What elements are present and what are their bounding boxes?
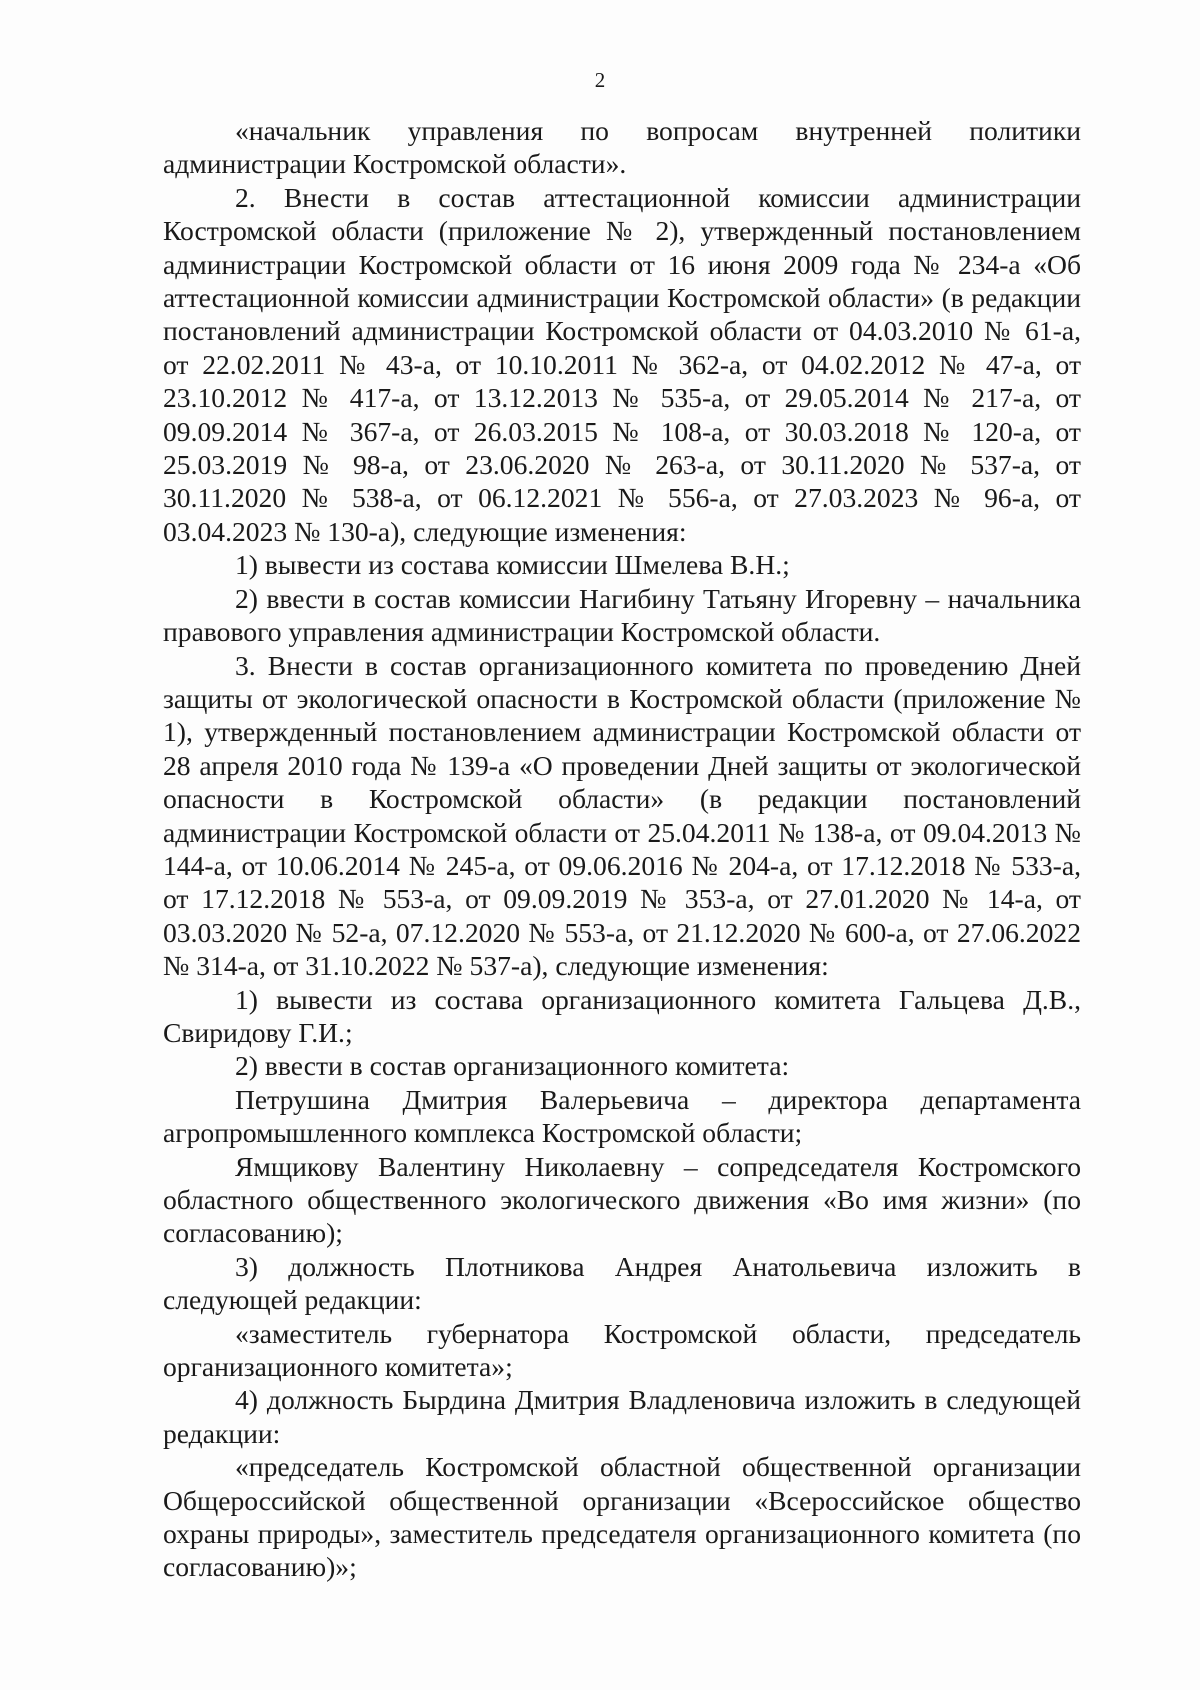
paragraph-item-2-attestation-commission: 2. Внести в состав аттестационной комиссии администрации Костромской области (приложение № 2), утвержденный постановлением администрации Костромской области от 16 июня 2009 года № 234-а «Об аттестационной комиссии администрации Костромской области» (в редакции постановлений администрации Костромской области от 04.03.2010 № 61-а, от 22.02.2011 № 43-а, от 10.10.2011 № 362-а, от 04.02.2012 № 47-а, от 23.10.2012 № 417-а, от 13.12.2013 № 535-а, от 29.05.2014 № 217-а, от 09.09.2014 № 367-а, от 26.03.2015 № 108-а, от 30.03.2018 № 120-а, от 25.03.2019 № 98-а, от 23.06.2020 № 263-а, от 30.11.2020 № 537-а, от 30.11.2020 № 538-а, от 06.12.2021 № 556-а, от 27.03.2023 № 96-а, от 03.04.2023 № 130-а), следующие изменения: [163,181,1081,547]
paragraph-item-3-subitem-4: 4) должность Бырдина Дмитрия Владленовича изложить в следующей редакции: [163,1384,1081,1449]
document-body [163,114,1081,1584]
paragraph-item-3-subitem-3: 3) должность Плотникова Андрея Анатольевича изложить в следующей редакции: [163,1250,1081,1316]
paragraph-item-2-subitem-2: 2) ввести в состав комиссии Нагибину Татьяну Игоревну – начальника правового управления администрации Костромской области. [163,582,1081,648]
paragraph-item-3-subitem-2: 2) ввести в состав организационного комитета: [235,1050,790,1082]
paragraph-item-3-organizing-committee: 3. Внести в состав организационного комитета по проведению Дней защиты от экологической опасности в Костромской области (приложение № 1), утвержденный постановлением администрации Костромской области от 28 апреля 2010 года № 139-а «О проведении Дней защиты от экологической опасности в Костромской области» (в редакции постановлений администрации Костромской области от 25.04.2011 № 138-а, от 09.04.2013 № 144-а, от 10.06.2014 № 245-а, от 09.06.2016 № 204-а, от 17.12.2018 № 533-а, от 17.12.2018 № 553-а, от 09.09.2019 № 353-а, от 27.01.2020 № 14-а, от 03.03.2020 № 52-а, 07.12.2020 № 553-а, от 21.12.2020 № 600-а, от 27.06.2022 № 314-а, от 31.10.2022 № 537-а), следующие изменения: [163,649,1081,982]
paragraph-item-3-subitem-1: 1) вывести из состава организационного комитета Гальцева Д.В., Свиридову Г.И.; [163,983,1081,1048]
paragraph-position-title: «начальник управления по вопросам внутренней политики администрации Костромской области». [163,115,1081,180]
paragraph-position-plotnikov: «заместитель губернатора Костромской области, председатель организационного комитета»; [163,1317,1081,1383]
paragraph-item-2-subitem-1: 1) вывести из состава комиссии Шмелева В.Н.; [235,549,790,581]
page-number: 2 [594,68,606,92]
paragraph-member-yamshchikova: Ямщикову Валентину Николаевну – сопредседателя Костромского областного общественного экологического движения «Во имя жизни» (по согласованию); [163,1150,1081,1249]
paragraph-position-byrdin: «председатель Костромской областной общественной организации Общероссийской общественной организации «Всероссийское общество охраны природы», заместитель председателя организационного комитета (по согласованию)»; [163,1451,1081,1583]
paragraph-member-petrushin: Петрушина Дмитрия Валерьевича – директора департамента агропромышленного комплекса Костромской области; [163,1083,1081,1149]
